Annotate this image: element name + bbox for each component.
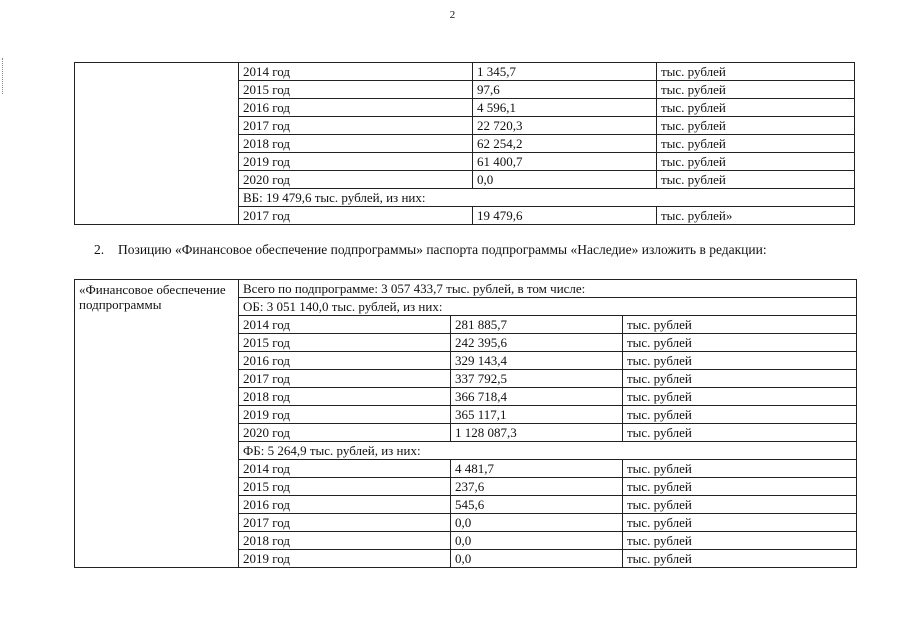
year-cell: 2019 год	[239, 153, 473, 171]
year-cell: 2017 год	[239, 514, 451, 532]
unit-cell: тыс. рублей	[623, 532, 857, 550]
year-cell: 2016 год	[239, 99, 473, 117]
value-cell: 237,6	[451, 478, 623, 496]
unit-cell: тыс. рублей	[623, 550, 857, 568]
value-cell: 22 720,3	[473, 117, 657, 135]
unit-cell: тыс. рублей	[623, 406, 857, 424]
value-cell: 1 128 087,3	[451, 424, 623, 442]
value-cell: 62 254,2	[473, 135, 657, 153]
paragraph-2	[60, 241, 850, 258]
paragraph-number: 2.	[94, 242, 105, 257]
unit-cell: тыс. рублей	[657, 135, 855, 153]
value-cell: 1 345,7	[473, 63, 657, 81]
year-cell: 2019 год	[239, 406, 451, 424]
value-cell: 97,6	[473, 81, 657, 99]
unit-cell: тыс. рублей	[623, 424, 857, 442]
year-cell: 2018 год	[239, 388, 451, 406]
section-header-vb: ВБ: 19 479,6 тыс. рублей, из них:	[239, 189, 855, 207]
financing-table-2	[74, 279, 857, 568]
unit-cell: тыс. рублей	[657, 153, 855, 171]
unit-cell: тыс. рублей	[623, 388, 857, 406]
year-cell: 2018 год	[239, 135, 473, 153]
year-cell: 2020 год	[239, 171, 473, 189]
year-cell: 2018 год	[239, 532, 451, 550]
year-cell: 2017 год	[239, 207, 473, 225]
value-cell: 281 885,7	[451, 316, 623, 334]
section-header-ob: ОБ: 3 051 140,0 тыс. рублей, из них:	[239, 298, 857, 316]
margin-mark	[2, 58, 5, 94]
year-cell: 2015 год	[239, 478, 451, 496]
unit-cell: тыс. рублей	[657, 171, 855, 189]
unit-cell: тыс. рублей	[623, 514, 857, 532]
value-cell: 0,0	[451, 532, 623, 550]
value-cell: 242 395,6	[451, 334, 623, 352]
page-number: 2	[449, 9, 456, 21]
value-cell: 545,6	[451, 496, 623, 514]
value-cell: 19 479,6	[473, 207, 657, 225]
value-cell: 337 792,5	[451, 370, 623, 388]
table-row	[75, 280, 857, 298]
year-cell: 2015 год	[239, 81, 473, 99]
unit-cell: тыс. рублей	[657, 99, 855, 117]
year-cell: 2019 год	[239, 550, 451, 568]
year-cell: 2014 год	[239, 316, 451, 334]
value-cell: 365 117,1	[451, 406, 623, 424]
unit-cell: тыс. рублей	[657, 81, 855, 99]
section-header-fb: ФБ: 5 264,9 тыс. рублей, из них:	[239, 442, 857, 460]
value-cell: 4 481,7	[451, 460, 623, 478]
unit-cell: тыс. рублей»	[657, 207, 855, 225]
value-cell: 0,0	[473, 171, 657, 189]
unit-cell: тыс. рублей	[623, 316, 857, 334]
year-cell: 2016 год	[239, 352, 451, 370]
subprogram-label: «Финансовое обеспечение подпрограммы	[75, 280, 239, 568]
year-cell: 2017 год	[239, 370, 451, 388]
value-cell: 61 400,7	[473, 153, 657, 171]
unit-cell: тыс. рублей	[657, 63, 855, 81]
unit-cell: тыс. рублей	[623, 496, 857, 514]
year-cell: 2014 год	[239, 63, 473, 81]
table-row	[75, 63, 855, 81]
value-cell: 0,0	[451, 514, 623, 532]
value-cell: 4 596,1	[473, 99, 657, 117]
paragraph-text: Позицию «Финансовое обеспечение подпрограммы» паспорта подпрограммы «Наследие» изложить в редакции:	[118, 242, 767, 257]
total-header: Всего по подпрограмме: 3 057 433,7 тыс. рублей, в том числе:	[239, 280, 857, 298]
year-cell: 2015 год	[239, 334, 451, 352]
label-cell	[75, 63, 239, 225]
year-cell: 2020 год	[239, 424, 451, 442]
value-cell: 0,0	[451, 550, 623, 568]
unit-cell: тыс. рублей	[623, 478, 857, 496]
unit-cell: тыс. рублей	[623, 334, 857, 352]
value-cell: 366 718,4	[451, 388, 623, 406]
year-cell: 2016 год	[239, 496, 451, 514]
unit-cell: тыс. рублей	[623, 370, 857, 388]
financing-table-1	[74, 62, 855, 225]
value-cell: 329 143,4	[451, 352, 623, 370]
unit-cell: тыс. рублей	[623, 352, 857, 370]
year-cell: 2017 год	[239, 117, 473, 135]
year-cell: 2014 год	[239, 460, 451, 478]
unit-cell: тыс. рублей	[657, 117, 855, 135]
unit-cell: тыс. рублей	[623, 460, 857, 478]
